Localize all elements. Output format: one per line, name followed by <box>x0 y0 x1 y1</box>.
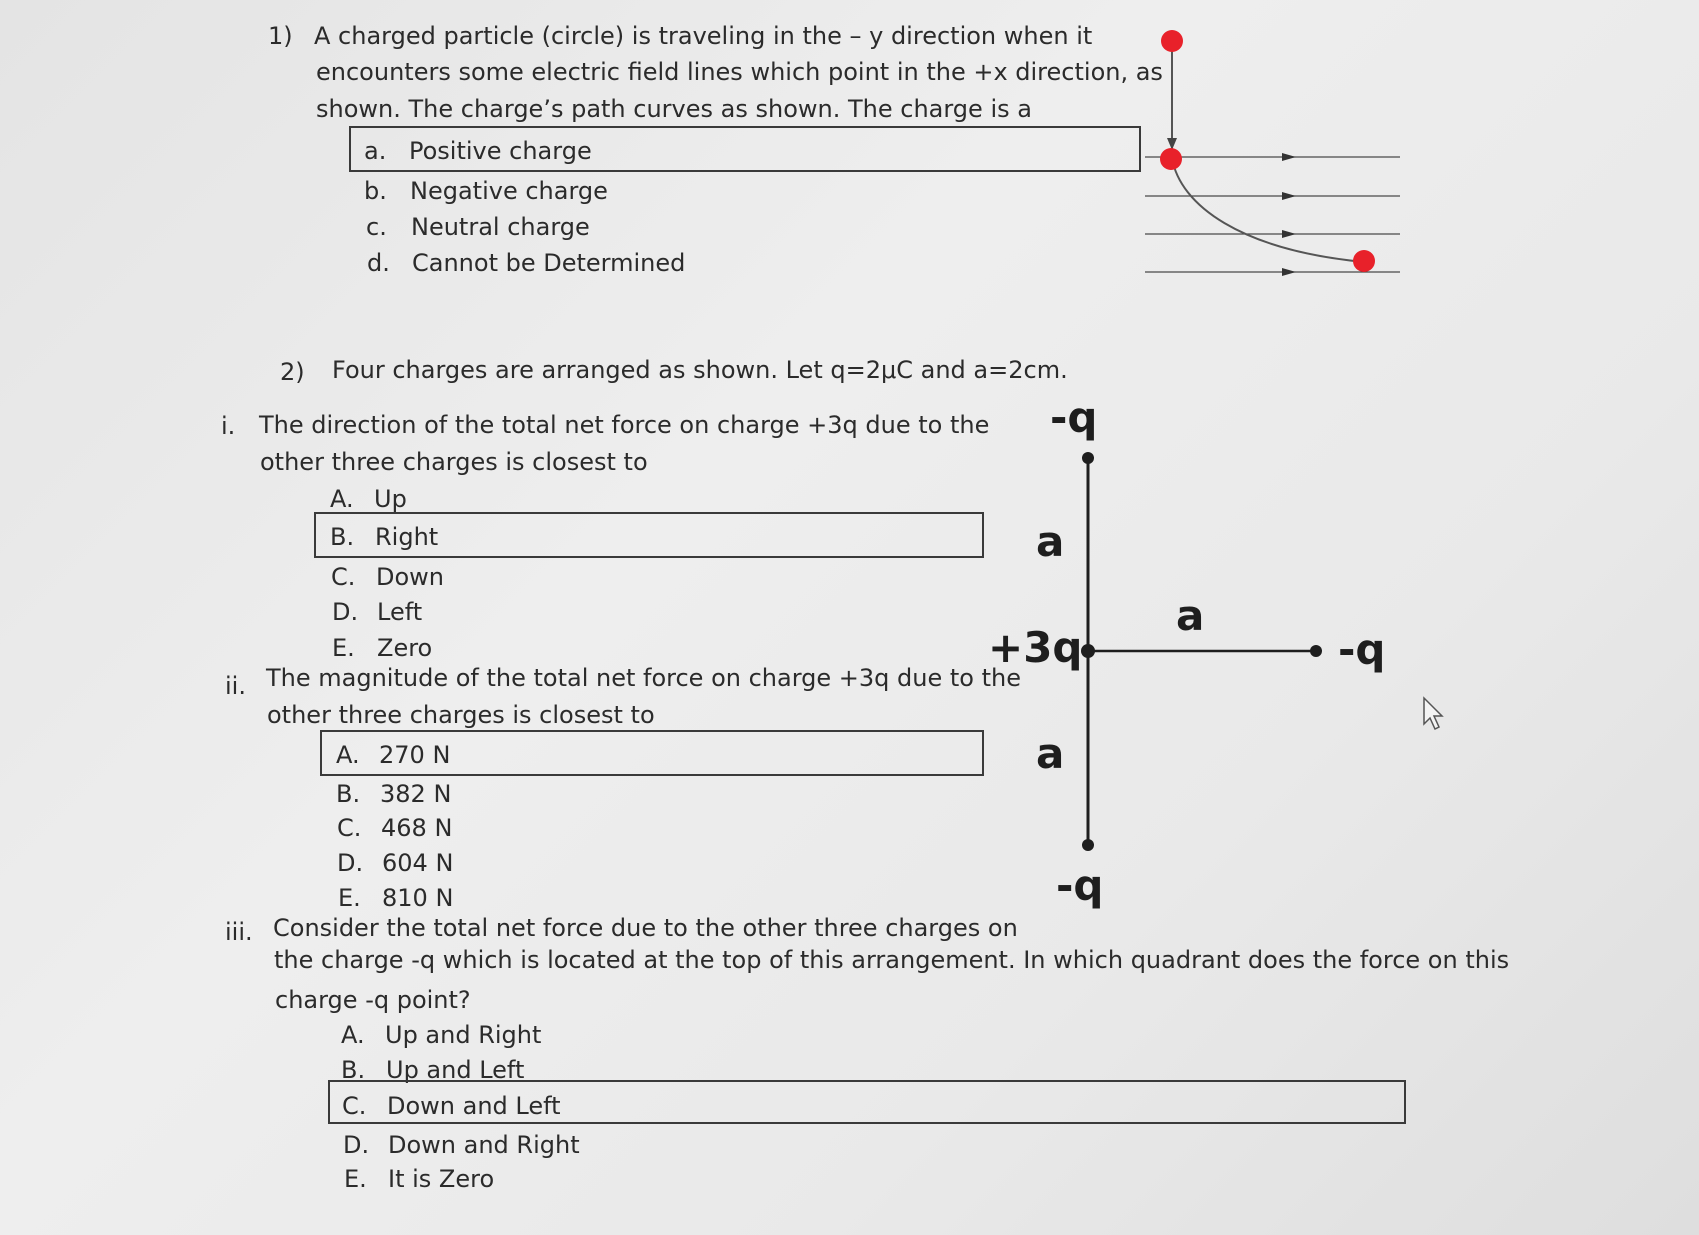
label-center-charge: +3q <box>988 623 1083 672</box>
q1-option-a-letter[interactable]: a. <box>364 137 387 165</box>
label-distance-lower: a <box>1036 729 1065 778</box>
q2-iii-option-b-letter[interactable]: B. <box>341 1056 366 1084</box>
q2-ii-option-e-letter[interactable]: E. <box>338 884 361 912</box>
q2-number: 2) <box>280 358 305 386</box>
q2-iii-option-b-text[interactable]: Up and Left <box>386 1056 525 1084</box>
q2-ii-option-d-letter[interactable]: D. <box>337 849 364 877</box>
label-distance-upper: a <box>1036 517 1065 566</box>
q2-ii-option-a-text[interactable]: 270 N <box>379 741 451 769</box>
q2-part-iii-line-3: charge -q point? <box>275 986 471 1014</box>
q2-i-option-e-letter[interactable]: E. <box>332 634 355 662</box>
q2-iii-option-d-text[interactable]: Down and Right <box>388 1131 580 1159</box>
q2-iii-option-a-text[interactable]: Up and Right <box>385 1021 542 1049</box>
q1-option-b-text[interactable]: Negative charge <box>410 177 608 205</box>
q2-ii-option-e-text[interactable]: 810 N <box>382 884 454 912</box>
q2-ii-option-b-letter[interactable]: B. <box>336 780 361 808</box>
label-distance-right: a <box>1176 591 1205 640</box>
q2-iii-option-e-letter[interactable]: E. <box>344 1165 367 1193</box>
q1-option-b-letter[interactable]: b. <box>364 177 387 205</box>
q2-ii-option-d-text[interactable]: 604 N <box>382 849 454 877</box>
q1-option-c-text[interactable]: Neutral charge <box>411 213 590 241</box>
q2-i-option-b-letter[interactable]: B. <box>330 523 355 551</box>
q2-part-ii-line-2: other three charges is closest to <box>267 701 655 729</box>
q2-part-i-numeral: i. <box>221 412 236 440</box>
q2-part-ii-line-1: The magnitude of the total net force on charge +3q due to the <box>266 664 1021 692</box>
q1-text-line-1: A charged particle (circle) is traveling in the – y direction when it <box>314 22 1093 50</box>
q2-iii-option-c-letter[interactable]: C. <box>342 1092 367 1120</box>
q2-i-option-a-text[interactable]: Up <box>374 485 407 513</box>
q2-intro: Four charges are arranged as shown. Let q=2μC and a=2cm. <box>332 356 1068 384</box>
q2-part-iii-numeral: iii. <box>225 918 253 946</box>
q2-i-option-e-text[interactable]: Zero <box>377 634 433 662</box>
q2-part-i-line-2: other three charges is closest to <box>260 448 648 476</box>
q2-i-option-c-letter[interactable]: C. <box>331 563 356 591</box>
q1-option-c-letter[interactable]: c. <box>366 213 387 241</box>
label-right-charge: -q <box>1338 625 1386 674</box>
q2-iii-option-e-text[interactable]: It is Zero <box>388 1165 495 1193</box>
q2-ii-option-c-letter[interactable]: C. <box>337 814 362 842</box>
q2-i-option-a-letter[interactable]: A. <box>330 485 354 513</box>
q2-i-option-d-text[interactable]: Left <box>377 598 423 626</box>
q1-number: 1) <box>268 22 293 50</box>
q2-ii-option-b-text[interactable]: 382 N <box>380 780 452 808</box>
q2-i-option-b-text[interactable]: Right <box>375 523 439 551</box>
q2-part-ii-numeral: ii. <box>225 672 246 700</box>
q2-i-option-d-letter[interactable]: D. <box>332 598 359 626</box>
q2-part-iii-line-1: Consider the total net force due to the other three charges on <box>273 914 1018 942</box>
q2-i-option-c-text[interactable]: Down <box>376 563 445 591</box>
label-top-charge: -q <box>1050 393 1098 442</box>
q2-ii-option-c-text[interactable]: 468 N <box>381 814 453 842</box>
q1-text-line-2: encounters some electric field lines which point in the +x direction, as <box>316 58 1163 86</box>
q2-part-i-line-1: The direction of the total net force on charge +3q due to the <box>259 411 990 439</box>
q2-part-iii-line-2: the charge -q which is located at the top of this arrangement. In which quadrant does the force on this <box>274 946 1510 974</box>
q1-option-d-letter[interactable]: d. <box>367 249 390 277</box>
label-bottom-charge: -q <box>1056 861 1104 910</box>
q1-option-d-text[interactable]: Cannot be Determined <box>412 249 686 277</box>
q2-iii-option-a-letter[interactable]: A. <box>341 1021 365 1049</box>
q2-iii-option-d-letter[interactable]: D. <box>343 1131 370 1159</box>
q2-ii-option-a-letter[interactable]: A. <box>336 741 360 769</box>
q2-iii-option-c-text[interactable]: Down and Left <box>387 1092 561 1120</box>
q1-text-line-3: shown. The charge’s path curves as shown. The charge is a <box>316 95 1032 123</box>
q1-option-a-text[interactable]: Positive charge <box>409 137 592 165</box>
